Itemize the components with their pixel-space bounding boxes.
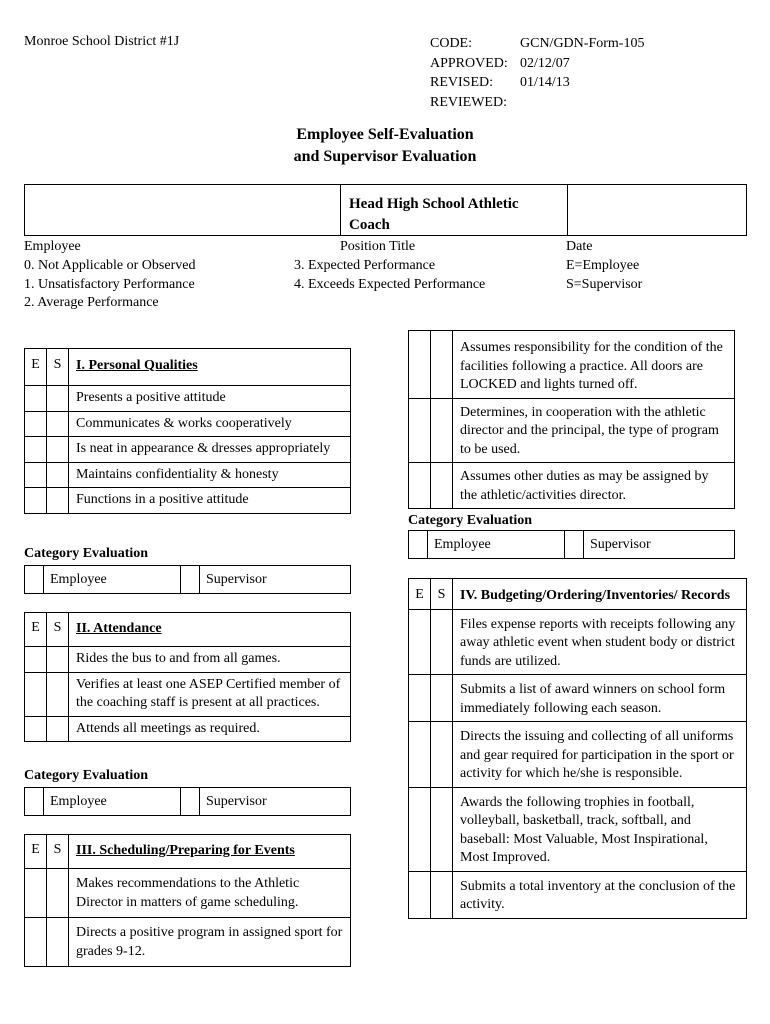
s-rating-cell[interactable] <box>47 869 69 918</box>
s-column-header: S <box>47 835 69 869</box>
s-rating-cell[interactable] <box>431 331 453 399</box>
s-rating-cell[interactable] <box>47 488 69 514</box>
s-rating-cell[interactable] <box>431 463 453 509</box>
section-title: III. Scheduling/Preparing for Events <box>69 835 351 869</box>
e-rating-cell[interactable] <box>25 918 47 967</box>
s-rating-cell[interactable] <box>47 918 69 967</box>
criterion-text: Verifies at least one ASEP Certified member of the coaching staff is present at all practices. <box>69 672 351 716</box>
criterion-text: Rides the bus to and from all games. <box>69 647 351 673</box>
s-rating-cell[interactable] <box>47 386 69 412</box>
e-rating-cell[interactable] <box>409 871 431 918</box>
criterion-text: Awards the following trophies in football, volleyball, basketball, track, softball, and baseball: Most Valuable, Most Inspirational, Most Improved. <box>453 787 747 871</box>
criterion-text: Is neat in appearance & dresses appropriately <box>69 437 351 463</box>
supervisor-label: Supervisor <box>200 566 351 594</box>
meta-row-reviewed <box>430 93 644 113</box>
table-row <box>25 488 351 514</box>
e-column-header: E <box>409 579 431 610</box>
supervisor-rating-box[interactable] <box>181 788 200 816</box>
criterion-text: Assumes other duties as may be assigned by the athletic/activities director. <box>453 463 735 509</box>
s-rating-cell[interactable] <box>431 675 453 722</box>
s-column-header: S <box>47 349 69 386</box>
e-rating-cell[interactable] <box>409 331 431 399</box>
meta-value: 01/14/13 <box>520 75 570 90</box>
table-row <box>25 672 351 716</box>
criterion-text: Functions in a positive attitude <box>69 488 351 514</box>
criterion-text: Directs a positive program in assigned sport for grades 9-12. <box>69 918 351 967</box>
s-rating-cell[interactable] <box>431 871 453 918</box>
criterion-text: Submits a list of award winners on school form immediately following each season. <box>453 675 747 722</box>
table-row <box>25 918 351 967</box>
employee-label: Employee <box>44 788 181 816</box>
e-rating-cell[interactable] <box>409 609 431 675</box>
table-row <box>409 787 747 871</box>
table-row <box>25 386 351 412</box>
section-scheduling <box>24 834 351 967</box>
legend-item: 0. Not Applicable or Observed <box>24 257 196 273</box>
criterion-text: Directs the issuing and collecting of all uniforms and gear required for participation in the sport or activity for which he/she is responsible. <box>453 722 747 788</box>
e-rating-cell[interactable] <box>25 869 47 918</box>
e-rating-cell[interactable] <box>409 398 431 463</box>
table-row <box>409 331 735 399</box>
table-row <box>409 463 735 509</box>
category-evaluation-label: Category Evaluation <box>408 513 533 528</box>
supervisor-label: Supervisor <box>200 788 351 816</box>
meta-row-code <box>430 34 644 54</box>
legend-col-1 <box>24 238 195 313</box>
e-rating-cell[interactable] <box>409 787 431 871</box>
criterion-text: Presents a positive attitude <box>69 386 351 412</box>
criterion-text: Submits a total inventory at the conclusion of the activity. <box>453 871 747 918</box>
s-rating-cell[interactable] <box>431 398 453 463</box>
employee-rating-box[interactable] <box>25 566 44 594</box>
date-field[interactable] <box>568 185 746 235</box>
employee-rating-box[interactable] <box>409 531 428 559</box>
employee-rating-box[interactable] <box>25 788 44 816</box>
supervisor-rating-box[interactable] <box>181 566 200 594</box>
legend-item: S=Supervisor <box>566 276 643 292</box>
form-metadata <box>430 34 644 112</box>
e-rating-cell[interactable] <box>25 647 47 673</box>
legend-item: 4. Exceeds Expected Performance <box>294 276 486 292</box>
meta-key: APPROVED: <box>430 55 508 71</box>
s-rating-cell[interactable] <box>47 647 69 673</box>
table-row <box>409 871 747 918</box>
employee-label: Employee <box>428 531 565 559</box>
section-budgeting <box>408 578 747 919</box>
s-rating-cell[interactable] <box>431 609 453 675</box>
legend-item: Employee <box>24 239 81 254</box>
table-row <box>409 398 735 463</box>
form-title <box>0 124 770 168</box>
e-rating-cell[interactable] <box>25 488 47 514</box>
table-row <box>25 869 351 918</box>
criterion-text: Makes recommendations to the Athletic Director in matters of game scheduling. <box>69 869 351 918</box>
e-rating-cell[interactable] <box>409 722 431 788</box>
category-evaluation-personal <box>24 565 351 594</box>
e-rating-cell[interactable] <box>25 386 47 412</box>
meta-key: REVISED: <box>430 75 493 90</box>
legend-col-3 <box>566 238 642 294</box>
section-attendance <box>24 612 351 742</box>
criterion-text: Determines, in cooperation with the athletic director and the principal, the type of program to be used. <box>453 398 735 463</box>
s-column-header: S <box>47 613 69 647</box>
e-rating-cell[interactable] <box>409 675 431 722</box>
table-row <box>25 462 351 488</box>
meta-value: GCN/GDN-Form-105 <box>520 36 645 51</box>
table-row <box>409 722 747 788</box>
category-evaluation-label: Category Evaluation <box>24 546 149 561</box>
e-rating-cell[interactable] <box>25 462 47 488</box>
table-row <box>409 609 747 675</box>
table-row <box>25 437 351 463</box>
e-rating-cell[interactable] <box>25 672 47 716</box>
e-column-header: E <box>25 835 47 869</box>
meta-key: CODE: <box>430 36 472 51</box>
s-rating-cell[interactable] <box>431 787 453 871</box>
e-rating-cell[interactable] <box>25 411 47 437</box>
category-evaluation-scheduling <box>408 530 735 559</box>
s-rating-cell[interactable] <box>47 716 69 742</box>
section-title: I. Personal Qualities <box>69 349 351 386</box>
legend-item: 1. Unsatisfactory Performance <box>24 276 195 292</box>
employee-name-field[interactable] <box>25 185 341 235</box>
table-row <box>409 675 747 722</box>
criterion-text: Communicates & works cooperatively <box>69 411 351 437</box>
e-rating-cell[interactable] <box>25 716 47 742</box>
section-scheduling-continued <box>408 330 735 509</box>
title-line-1: Employee Self-Evaluation <box>296 126 474 143</box>
supervisor-rating-box[interactable] <box>565 531 584 559</box>
district-name: Monroe School District #1J <box>24 34 180 49</box>
table-row <box>25 411 351 437</box>
s-rating-cell[interactable] <box>47 437 69 463</box>
section-header-row <box>25 835 351 869</box>
s-column-header: S <box>431 579 453 610</box>
employee-label: Employee <box>44 566 181 594</box>
category-evaluation-attendance <box>24 787 351 816</box>
meta-row-approved <box>430 54 644 74</box>
legend-item: 3. Expected Performance <box>294 257 436 273</box>
position-title-field: Head High School Athletic Coach <box>341 185 568 235</box>
legend-item: E=Employee <box>566 257 640 273</box>
legend-col-2 <box>294 238 485 294</box>
s-rating-cell[interactable] <box>47 672 69 716</box>
meta-key: REVIEWED: <box>430 94 507 110</box>
legend-item: Date <box>566 239 593 254</box>
meta-row-revised <box>430 73 644 93</box>
s-rating-cell[interactable] <box>47 462 69 488</box>
section-header-row <box>25 349 351 386</box>
employee-info-box <box>24 184 747 236</box>
legend-item: 2. Average Performance <box>24 295 159 311</box>
criterion-text: Maintains confidentiality & honesty <box>69 462 351 488</box>
e-rating-cell[interactable] <box>409 463 431 509</box>
table-row <box>25 647 351 673</box>
section-header-row <box>409 579 747 610</box>
section-title: IV. Budgeting/Ordering/Inventories/ Records <box>453 579 747 610</box>
criterion-text: Files expense reports with receipts following any away athletic event when student body or district funds are utilized. <box>453 609 747 675</box>
e-rating-cell[interactable] <box>25 437 47 463</box>
s-rating-cell[interactable] <box>431 722 453 788</box>
meta-value: 02/12/07 <box>520 55 570 71</box>
e-column-header: E <box>25 613 47 647</box>
section-title: II. Attendance <box>69 613 351 647</box>
table-row <box>25 716 351 742</box>
s-rating-cell[interactable] <box>47 411 69 437</box>
criterion-text: Assumes responsibility for the condition of the facilities following a practice. All doors are LOCKED and lights turned off. <box>453 331 735 399</box>
supervisor-label: Supervisor <box>584 531 735 559</box>
title-line-2: and Supervisor Evaluation <box>293 148 477 165</box>
section-header-row <box>25 613 351 647</box>
e-column-header: E <box>25 349 47 386</box>
legend-item: Position Title <box>340 239 416 254</box>
section-personal-qualities <box>24 348 351 514</box>
criterion-text: Attends all meetings as required. <box>69 716 351 742</box>
category-evaluation-label: Category Evaluation <box>24 768 149 783</box>
